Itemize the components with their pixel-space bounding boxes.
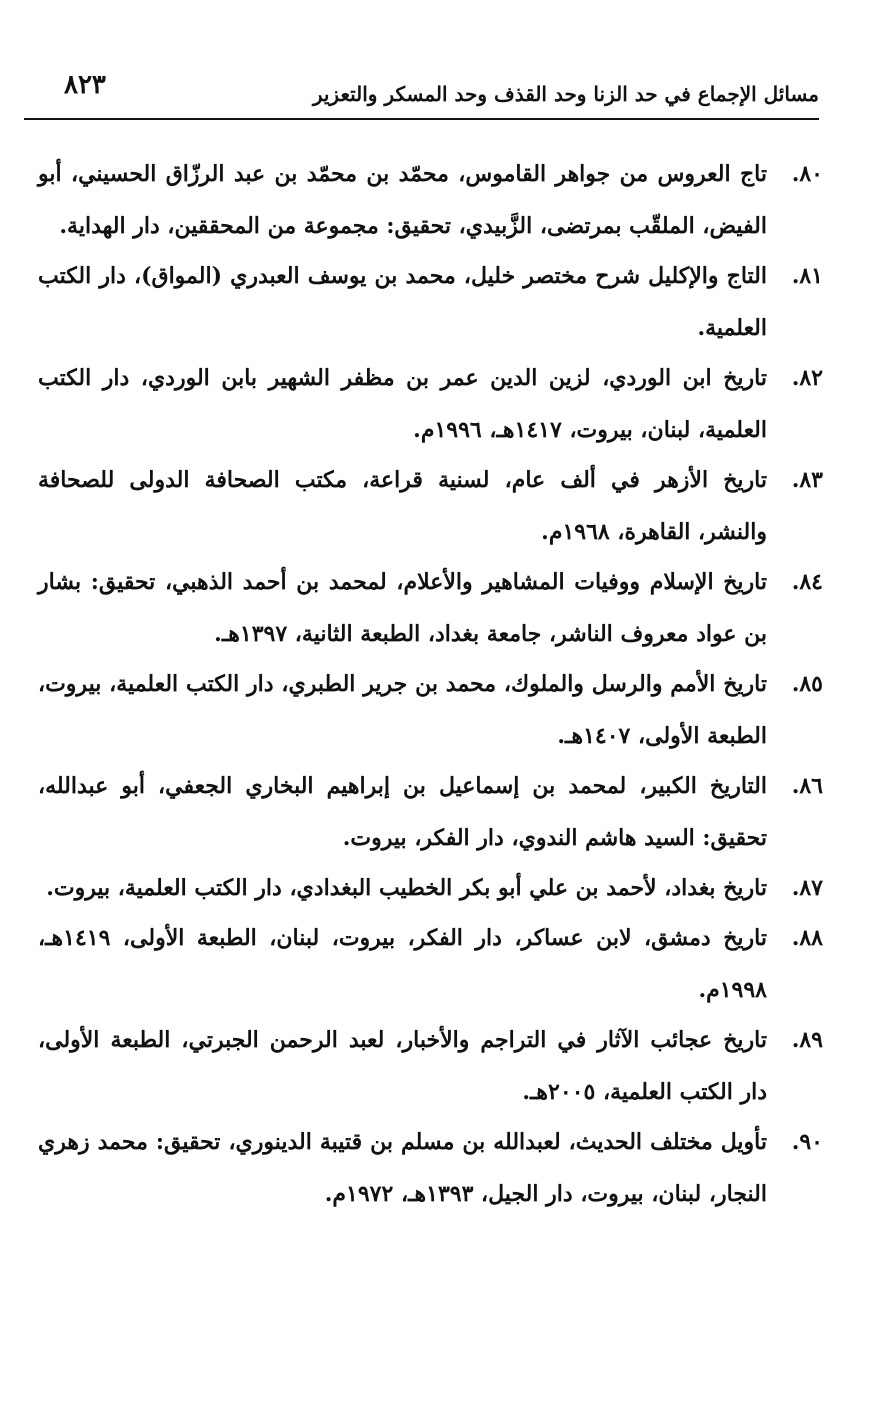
bibliography-entry-82: [38, 352, 823, 456]
page-number: ٨٢٣: [64, 70, 106, 100]
entry-text: تاريخ الأمم والرسل والملوك، محمد بن جرير الطبري، دار الكتب العلمية، بيروت، الطبعة الأولى، ١٤٠٧هـ.: [38, 671, 767, 749]
entry-text: تاريخ دمشق، لابن عساكر، دار الفكر، بيروت، لبنان، الطبعة الأولى، ١٤١٩هـ، ١٩٩٨م.: [38, 925, 767, 1003]
entry-text: تاريخ بغداد، لأحمد بن علي أبو بكر الخطيب البغدادي، دار الكتب العلمية، بيروت.: [46, 875, 767, 901]
bibliography-entry-84: [38, 556, 823, 660]
entry-number: ٨٢.: [791, 365, 823, 391]
entry-text: تأويل مختلف الحديث، لعبدالله بن مسلم بن قتيبة الدينوري، تحقيق: محمد زهري النجار، لبنان، بيروت، دار الجيل، ١٣٩٣هـ، ١٩٧٢م.: [38, 1129, 767, 1207]
bibliography-entry-87: [38, 862, 823, 914]
entry-text: تاريخ الإسلام ووفيات المشاهير والأعلام، لمحمد بن أحمد الذهبي، تحقيق: بشار بن عواد معروف الناشر، جامعة بغداد، الطبعة الثانية، ١٣٩٧هـ.: [38, 569, 767, 647]
entry-text: تاريخ عجائب الآثار في التراجم والأخبار، لعبد الرحمن الجبرتي، الطبعة الأولى، دار الكتب العلمية، ٢٠٠٥هـ.: [38, 1027, 767, 1105]
bibliography-entry-90: [38, 1116, 823, 1220]
entry-number: ٨٤.: [791, 569, 823, 595]
entry-text: التاريخ الكبير، لمحمد بن إسماعيل بن إبراهيم البخاري الجعفي، أبو عبدالله، تحقيق: السيد هاشم الندوي، دار الفكر، بيروت.: [38, 773, 767, 851]
entry-number: ٨١.: [791, 263, 823, 289]
entry-text: تاريخ الأزهر في ألف عام، لسنية قراعة، مكتب الصحافة الدولى للصحافة والنشر، القاهرة، ١٩٦٨م.: [38, 467, 767, 545]
entry-number: ٨٧.: [791, 875, 823, 901]
running-header: [24, 62, 819, 112]
entry-number: ٩٠.: [791, 1129, 823, 1155]
bibliography-entry-88: [38, 912, 823, 1016]
bibliography-entry-85: [38, 658, 823, 762]
header-title: مسائل الإجماع في حد الزنا وحد القذف وحد المسكر والتعزير: [312, 82, 819, 106]
entry-number: ٨٨.: [791, 925, 823, 951]
entry-number: ٨٣.: [791, 467, 823, 493]
entry-text: تاريخ ابن الوردي، لزين الدين عمر بن مظفر الشهير بابن الوردي، دار الكتب العلمية، لبنان، بيروت، ١٤١٧هـ، ١٩٩٦م.: [38, 365, 767, 443]
bibliography-entry-86: [38, 760, 823, 864]
bibliography-entry-80: [38, 148, 823, 252]
bibliography-list: [38, 148, 823, 1218]
bibliography-entry-83: [38, 454, 823, 558]
entry-number: ٨٠.: [791, 161, 823, 187]
entry-text: التاج والإكليل شرح مختصر خليل، محمد بن يوسف العبدري (المواق)، دار الكتب العلمية.: [38, 263, 767, 341]
entry-number: ٨٥.: [791, 671, 823, 697]
header-divider: [24, 118, 819, 120]
entry-number: ٨٦.: [791, 773, 823, 799]
entry-number: ٨٩.: [791, 1027, 823, 1053]
bibliography-entry-89: [38, 1014, 823, 1118]
entry-text: تاج العروس من جواهر القاموس، محمّد بن محمّد بن عبد الرزّاق الحسيني، أبو الفيض، الملقّب بمرتضى، الزَّبيدي، تحقيق: مجموعة من المحققين، دار الهداية.: [38, 161, 767, 239]
bibliography-entry-81: [38, 250, 823, 354]
